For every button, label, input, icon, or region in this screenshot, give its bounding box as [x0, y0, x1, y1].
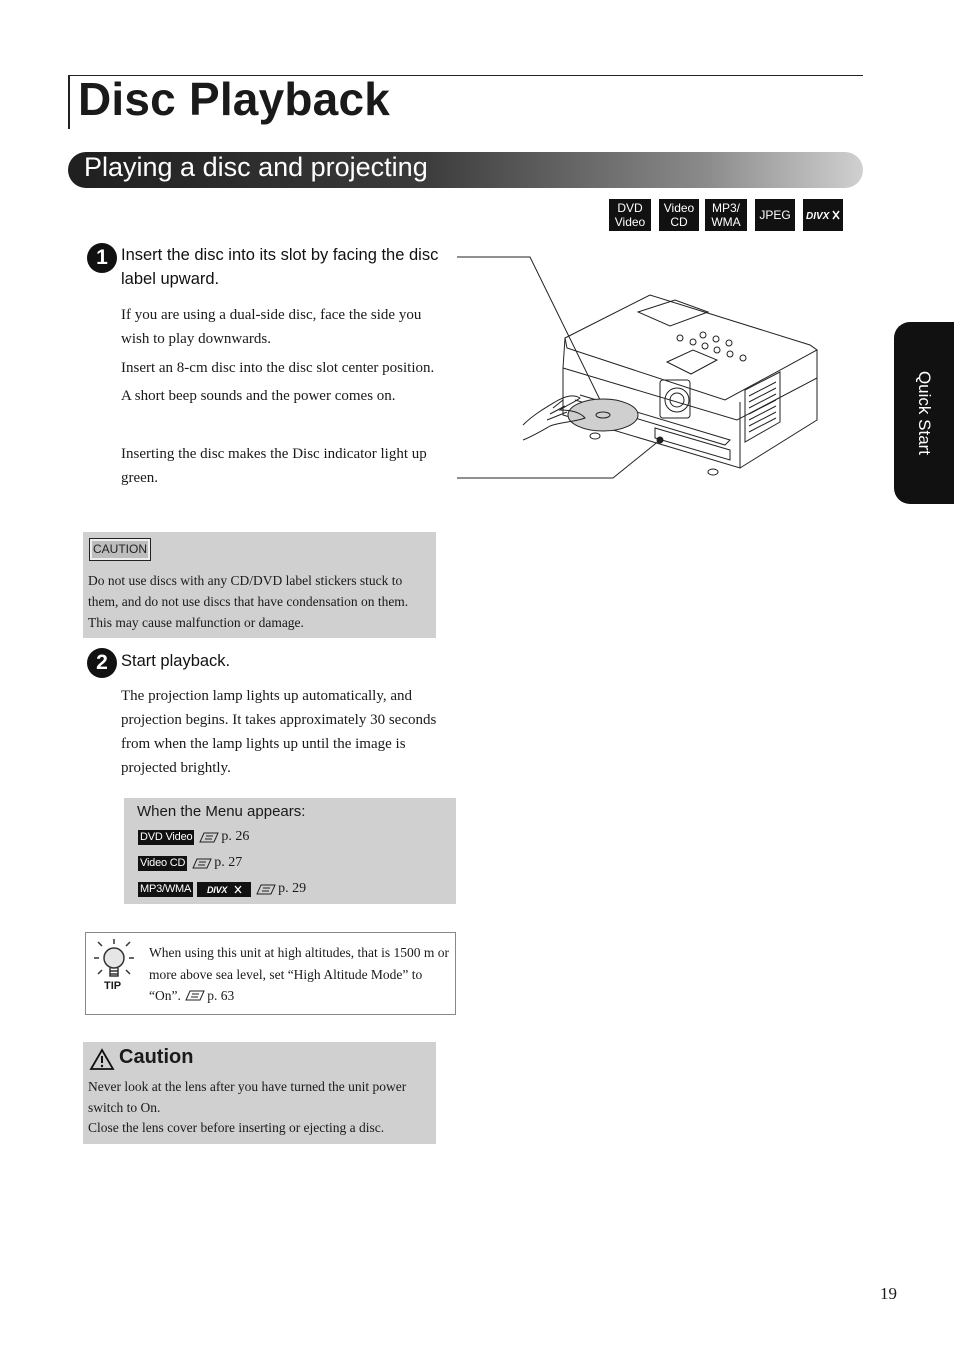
menu-row-vcd	[138, 854, 242, 872]
projector-illustration	[455, 250, 835, 490]
caution-label: CAUTION	[89, 538, 151, 561]
caution-warning-box	[83, 1042, 436, 1144]
caution-text: Do not use discs with any CD/DVD label stickers stuck to them, and do not use discs that have condensation on them. This may cause malfunction or damage.	[88, 573, 409, 630]
page-reference-icon	[255, 882, 277, 896]
step-1-para: A short beep sounds and the power comes on.	[121, 388, 396, 404]
jpeg-badge	[755, 199, 795, 231]
divx-logo-text: DIVX	[806, 211, 830, 222]
step-1-heading: Insert the disc into its slot by facing the disc label upward.	[121, 246, 439, 288]
video-cd-mini-badge: Video CD	[140, 856, 186, 869]
caution-heading: Caution	[119, 1046, 194, 1068]
tip-body: When using this unit at high altitudes, that is 1500 m or more above sea level, set “High Altitude Mode” to “On”.	[149, 945, 449, 1003]
title-rule-left	[68, 75, 70, 129]
mp3-wma-badge	[705, 199, 747, 231]
mp3-wma-mini-badge: MP3/WMA	[140, 882, 192, 895]
step-2-number: 2	[87, 648, 117, 678]
page-reference-icon	[191, 856, 213, 870]
divx-logo-icon	[199, 882, 249, 897]
warning-triangle-icon	[89, 1048, 115, 1071]
menu-heading: When the Menu appears:	[137, 803, 306, 820]
badge-line: JPEG	[759, 208, 791, 222]
page-ref[interactable]: p. 26	[221, 829, 250, 844]
step-2-body	[121, 684, 441, 780]
page-ref[interactable]: p. 27	[214, 855, 243, 870]
badge-line: WMA	[711, 215, 741, 229]
step-1-para: Insert an 8-cm disc into the disc slot center position.	[121, 360, 435, 376]
menu-row-dvd	[138, 828, 249, 846]
caution-line: Close the lens cover before inserting or ejecting a disc.	[88, 1120, 385, 1135]
step-1-para: If you are using a dual-side disc, face the side you wish to play downwards.	[121, 307, 422, 347]
badge-line: CD	[670, 215, 688, 229]
step-1-number: 1	[87, 243, 117, 273]
divx-mini-badge	[197, 882, 251, 897]
menu-reference-box	[124, 798, 456, 904]
badge-line: DVD	[617, 201, 643, 215]
caution-notice	[83, 532, 436, 638]
section-title: Playing a disc and projecting	[84, 152, 428, 182]
step-1-para: Inserting the disc makes the Disc indicator light up green.	[121, 446, 427, 486]
caution-warning-text	[88, 1077, 433, 1139]
tip-text	[149, 942, 449, 1007]
section-banner	[68, 152, 863, 188]
tip-page-ref[interactable]: p. 63	[207, 988, 235, 1003]
page-reference-icon	[184, 988, 206, 1002]
badge-line: Video	[663, 201, 695, 215]
step-2-para: The projection lamp lights up automatically, and projection begins. It takes approximately 30 seconds from when the lamp lights up until the image is projected brightly.	[121, 688, 437, 776]
step-1-body	[121, 303, 451, 490]
caution-line: Never look at the lens after you have turned the unit power switch to On.	[88, 1079, 407, 1115]
divx-logo-badge	[803, 199, 843, 231]
page-reference-icon	[198, 830, 220, 844]
video-cd-badge	[659, 199, 699, 231]
page-title: Disc Playback	[78, 73, 391, 125]
dvd-video-mini-badge: DVD Video	[140, 830, 193, 843]
badge-line: MP3/	[711, 201, 740, 215]
dvd-video-badge	[609, 199, 651, 231]
quick-start-tab[interactable]	[894, 322, 954, 504]
tip-box	[85, 932, 456, 1015]
tip-label: TIP	[104, 980, 122, 992]
page-number: 19	[880, 1284, 897, 1303]
divx-logo-text: DIVX	[207, 884, 228, 895]
menu-row-mp3	[138, 880, 306, 898]
quick-start-tab-label: Quick Start	[915, 370, 934, 456]
divx-logo-icon	[805, 207, 841, 223]
page-ref[interactable]: p. 29	[278, 881, 307, 896]
badge-line: Video	[614, 215, 646, 229]
step-2-heading: Start playback.	[121, 652, 231, 670]
